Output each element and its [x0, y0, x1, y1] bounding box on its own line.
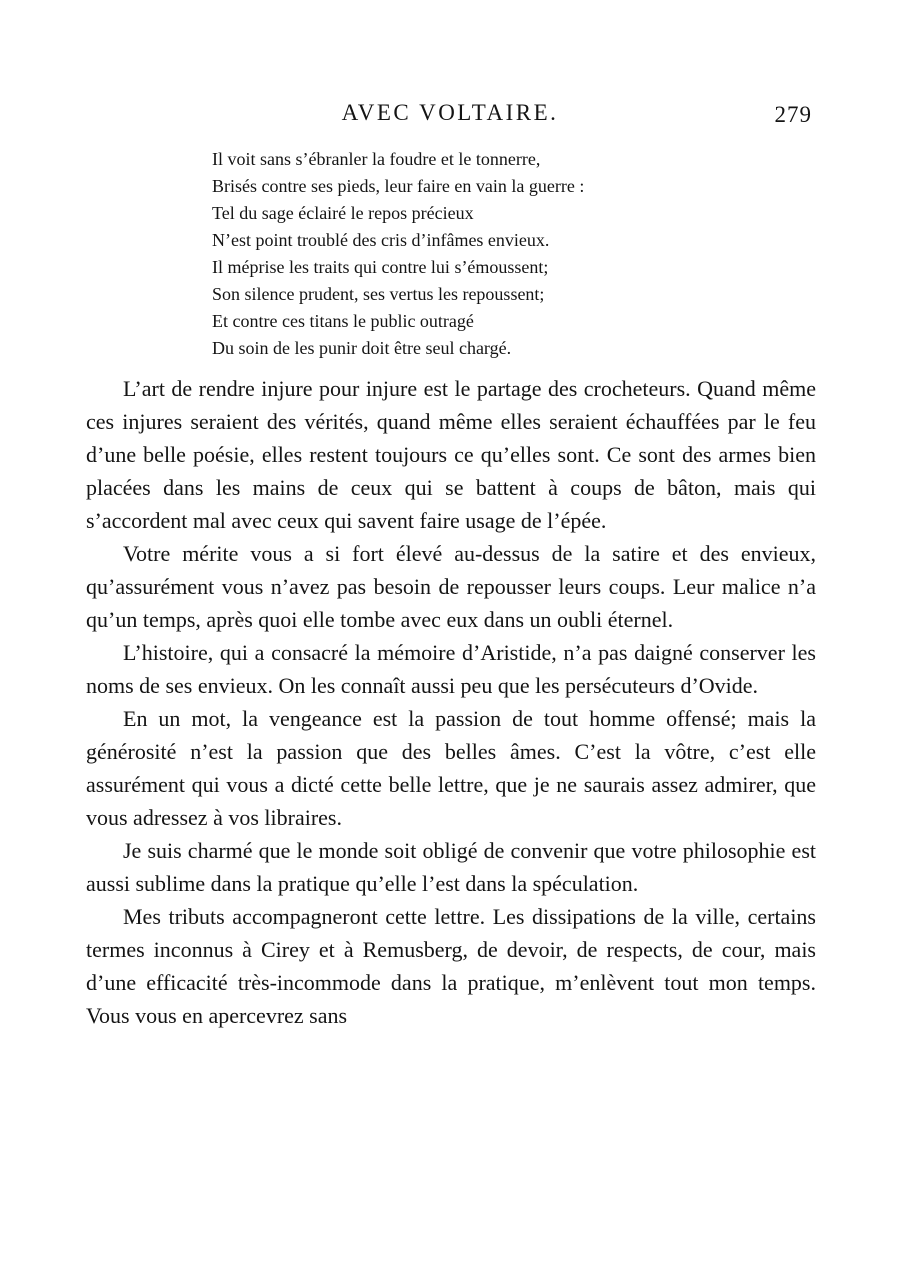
- verse-line: Du soin de les punir doit être seul chargé.: [212, 338, 512, 358]
- verse-block: [212, 146, 772, 362]
- running-head: [0, 100, 900, 134]
- verse-line: Tel du sage éclairé le repos précieux: [212, 203, 474, 223]
- verse-line: Il voit sans s’ébranler la foudre et le tonnerre,: [212, 149, 541, 169]
- verse-line: Son silence prudent, ses vertus les repoussent;: [212, 284, 545, 304]
- verse-line: Et contre ces titans le public outragé: [212, 311, 474, 331]
- verse-line: N’est point troublé des cris d’infâmes envieux.: [212, 230, 550, 250]
- paragraph: Je suis charmé que le monde soit obligé de convenir que votre philosophie est aussi sublime dans la pratique qu’elle l’est dans la spéculation.: [86, 838, 816, 896]
- verse-line: Il méprise les traits qui contre lui s’émoussent;: [212, 257, 549, 277]
- paragraph: Votre mérite vous a si fort élevé au-dessus de la satire et des envieux, qu’assurément vous n’avez pas besoin de repousser leurs coups. Leur malice n’a qu’un temps, après quoi elle tombe avec eux dans un oubli éternel.: [86, 541, 816, 632]
- paragraph: L’art de rendre injure pour injure est le partage des crocheteurs. Quand même ces injures seraient des vérités, quand même elles seraient échauffées par le feu d’une belle poésie, elles restent toujours ce qu’elles sont. Ce sont des armes bien placées dans les mains de ceux qui se battent à coups de bâton, mais qui s’accordent mal avec ceux qui savent faire usage de l’épée.: [86, 376, 816, 533]
- verse-line: Brisés contre ses pieds, leur faire en vain la guerre :: [212, 176, 585, 196]
- running-title: AVEC VOLTAIRE.: [341, 100, 559, 125]
- paragraph: L’histoire, qui a consacré la mémoire d’Aristide, n’a pas daigné conserver les noms de ses envieux. On les connaît aussi peu que les persécuteurs d’Ovide.: [86, 640, 816, 698]
- paragraph: En un mot, la vengeance est la passion de tout homme offensé; mais la générosité n’est la passion que des belles âmes. C’est la vôtre, c’est elle assurément qui vous a dicté cette belle lettre, que je ne saurais assez admirer, que vous adressez à vos libraires.: [86, 706, 816, 830]
- page-number: 279: [774, 102, 812, 127]
- paragraph: Mes tributs accompagneront cette lettre. Les dissipations de la ville, certains termes inconnus à Cirey et à Remusberg, de devoir, de respects, de cour, mais d’une efficacité très-incommode dans la pratique, m’enlèvent tout mon temps. Vous vous en apercevrez sans: [86, 904, 816, 1028]
- prose-body: [86, 372, 816, 1032]
